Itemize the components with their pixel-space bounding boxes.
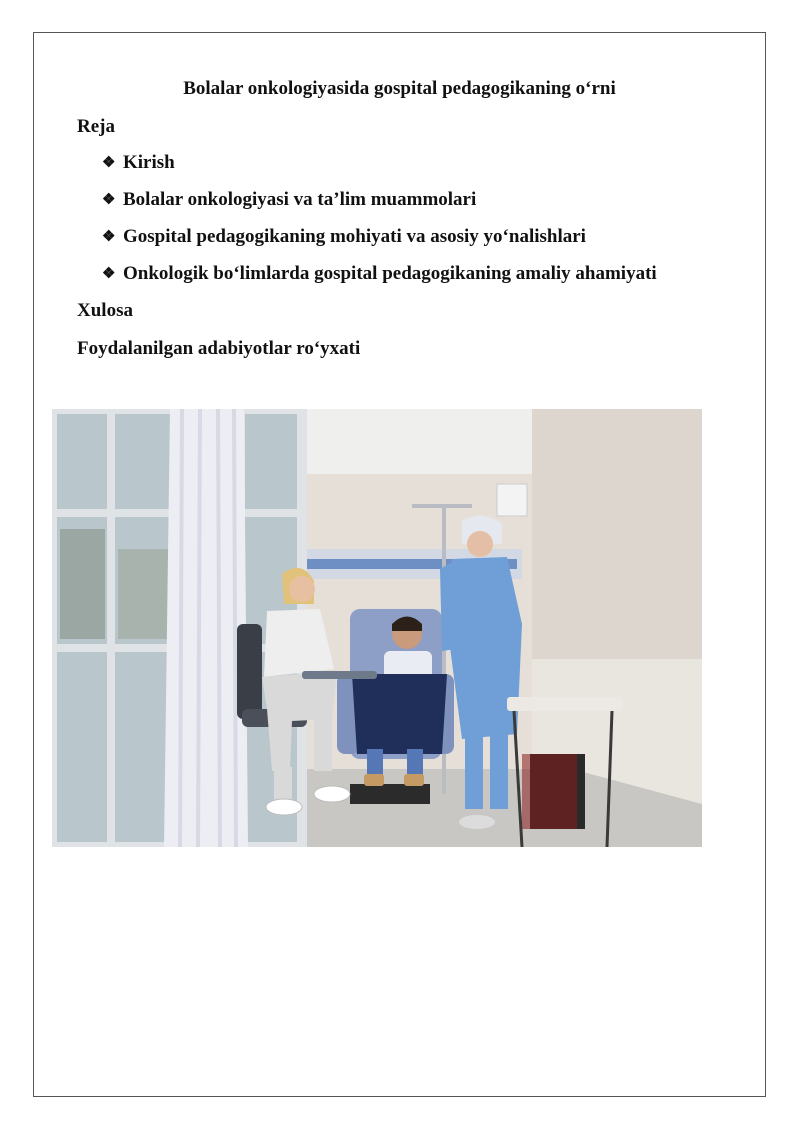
plan-item <box>102 152 175 174</box>
plan-item <box>102 263 657 285</box>
hospital-room-photo <box>52 409 702 847</box>
document-page <box>33 32 766 1097</box>
diamond-bullet-icon: ❖ <box>102 155 116 171</box>
references-heading: Foydalanilgan adabiyotlar ro‘yxati <box>77 338 361 359</box>
plan-item-label: Bolalar onkologiyasi va ta’lim muammolari <box>123 189 477 210</box>
plan-item-label: Kirish <box>123 152 175 173</box>
plan-item <box>102 189 476 211</box>
plan-item-label: Onkologik bo‘limlarda gospital pedagogikaning amaliy ahamiyati <box>123 263 657 284</box>
diamond-bullet-icon: ❖ <box>102 192 116 208</box>
plan-heading: Reja <box>77 116 115 137</box>
diamond-bullet-icon: ❖ <box>102 266 116 282</box>
diamond-bullet-icon: ❖ <box>102 229 116 245</box>
plan-item <box>102 226 586 248</box>
document-title: Bolalar onkologiyasida gospital pedagogikaning o‘rni <box>183 78 616 99</box>
conclusion-heading: Xulosa <box>77 300 133 321</box>
plan-item-label: Gospital pedagogikaning mohiyati va asosiy yo‘nalishlari <box>123 226 586 247</box>
